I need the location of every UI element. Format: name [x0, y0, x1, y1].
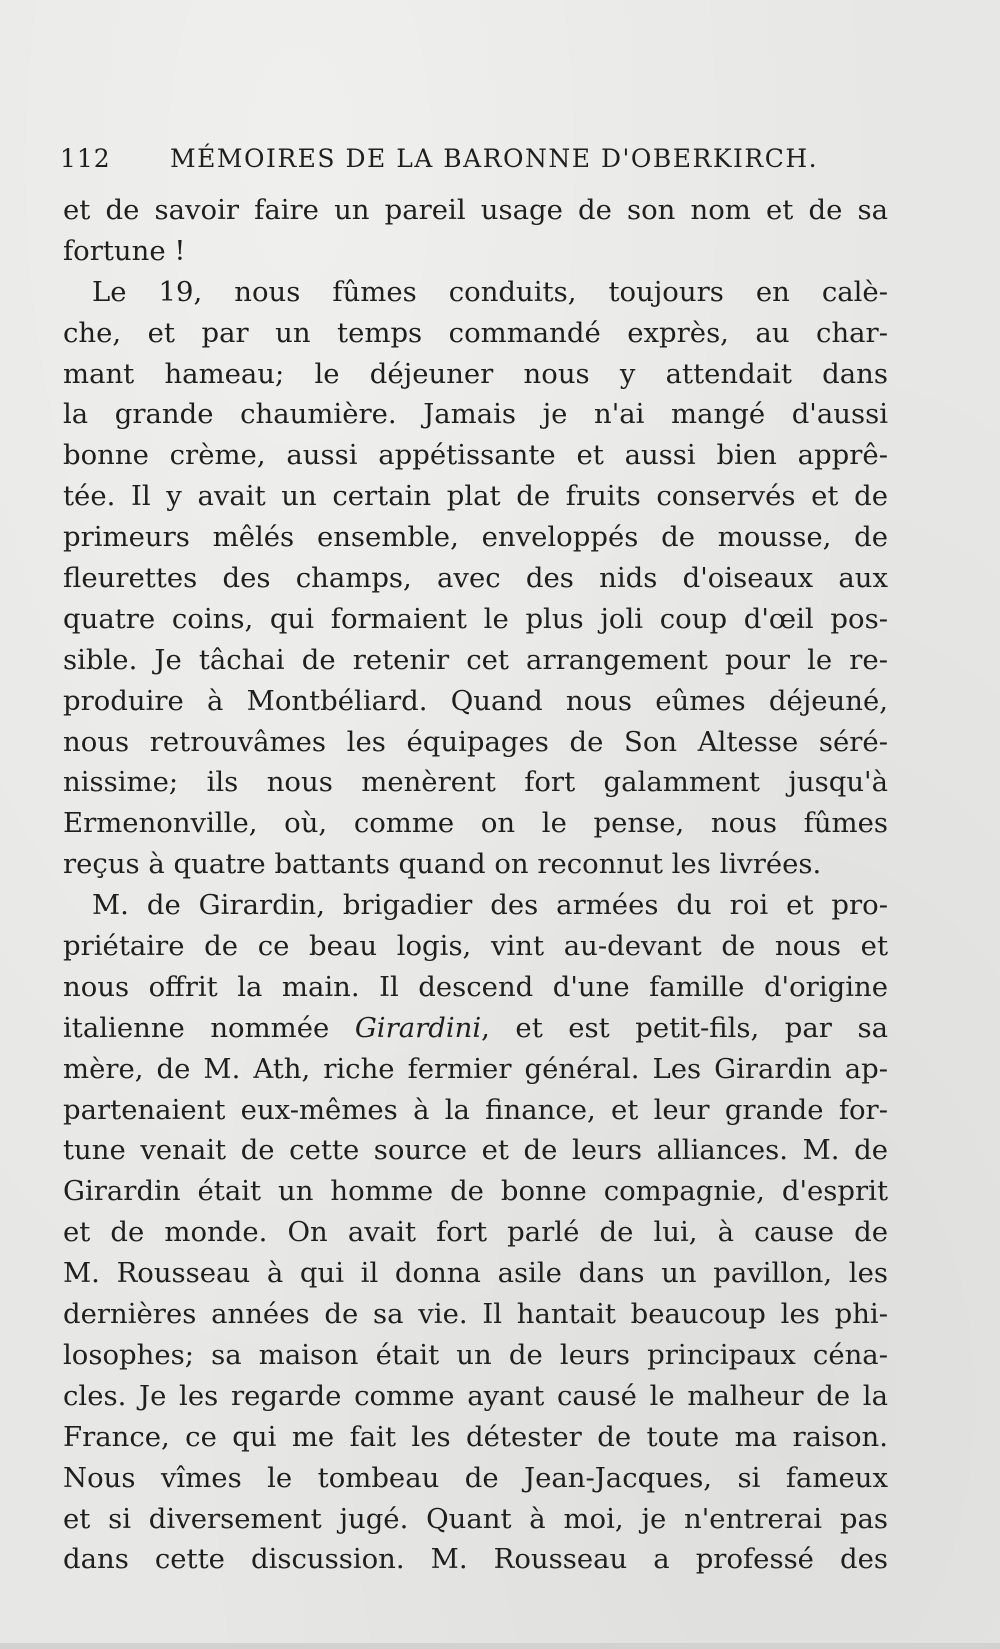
- text-line: cles. Je les regarde comme ayant causé le malheur de la: [63, 1379, 888, 1412]
- text-line: Ermenonville, où, comme on le pense, nous fûmes: [63, 807, 888, 840]
- text-line: fleurettes des champs, avec des nids d'oiseaux aux: [63, 562, 888, 595]
- text-line: bonne crème, aussi appétissante et aussi bien apprê-: [63, 439, 888, 472]
- text-line: priétaire de ce beau logis, vint au-devant de nous et: [63, 930, 888, 963]
- text-line: et de savoir faire un pareil usage de son nom et de sa: [63, 194, 888, 226]
- text-line: tée. Il y avait un certain plat de fruits conservés et de: [63, 480, 888, 513]
- italic-name: Girardini: [354, 1011, 482, 1044]
- text-line: dans cette discussion. M. Rousseau a professé des: [63, 1543, 888, 1576]
- text-line: mant hameau; le déjeuner nous y attendait dans: [63, 357, 888, 390]
- text-line: la grande chaumière. Jamais je n'ai mangé d'aussi: [63, 398, 888, 431]
- text-line: Girardin était un homme de bonne compagnie, d'esprit: [63, 1175, 888, 1208]
- text-line: M. de Girardin, brigadier des armées du roi et pro-: [92, 889, 888, 922]
- text-line: partenaient eux-mêmes à la finance, et leur grande for-: [63, 1093, 888, 1126]
- text-line: primeurs mêlés ensemble, enveloppés de mousse, de: [63, 521, 888, 554]
- text-line: et si diversement jugé. Quant à moi, je n'entrerai pas: [63, 1502, 888, 1535]
- text-line: nissime; ils nous menèrent fort galamment jusqu'à: [63, 766, 888, 799]
- page-bottom-edge: [0, 1643, 1000, 1649]
- text-line: produire à Montbéliard. Quand nous eûmes déjeuné,: [63, 684, 888, 717]
- page-header: [60, 144, 880, 184]
- text-line: Le 19, nous fûmes conduits, toujours en calè-: [92, 275, 888, 308]
- text-line: quatre coins, qui formaient le plus joli coup d'œil pos-: [63, 602, 888, 635]
- text-line: dernières années de sa vie. Il hantait beaucoup les phi-: [63, 1298, 888, 1331]
- page-number: 112: [60, 144, 111, 173]
- text-line: che, et par un temps commandé exprès, au char-: [63, 316, 888, 349]
- text-line: Nous vîmes le tombeau de Jean-Jacques, si fameux: [63, 1461, 888, 1494]
- text-line: nous retrouvâmes les équipages de Son Altesse séré-: [63, 725, 888, 758]
- text-line: fortune !: [63, 234, 186, 267]
- running-title: MÉMOIRES DE LA BARONNE D'OBERKIRCH.: [170, 144, 819, 173]
- text-line: France, ce qui me fait les détester de toute ma raison.: [63, 1420, 888, 1453]
- text-line: et de monde. On avait fort parlé de lui, à cause de: [63, 1216, 888, 1249]
- text-line: reçus à quatre battants quand on reconnut les livrées.: [63, 848, 822, 881]
- body-text: [63, 190, 888, 1580]
- text-line: sible. Je tâchai de retenir cet arrangement pour le re-: [63, 643, 888, 676]
- text-line: tune venait de cette source et de leurs alliances. M. de: [63, 1134, 888, 1167]
- text-line: italienne nommée Girardini, et est petit-fils, par sa: [63, 1011, 888, 1044]
- text-line: M. Rousseau à qui il donna asile dans un pavillon, les: [63, 1257, 888, 1290]
- text-line: mère, de M. Ath, riche fermier général. Les Girardin ap-: [63, 1052, 888, 1085]
- text-line: losophes; sa maison était un de leurs principaux céna-: [63, 1338, 888, 1371]
- text-line: nous offrit la main. Il descend d'une famille d'origine: [63, 970, 888, 1003]
